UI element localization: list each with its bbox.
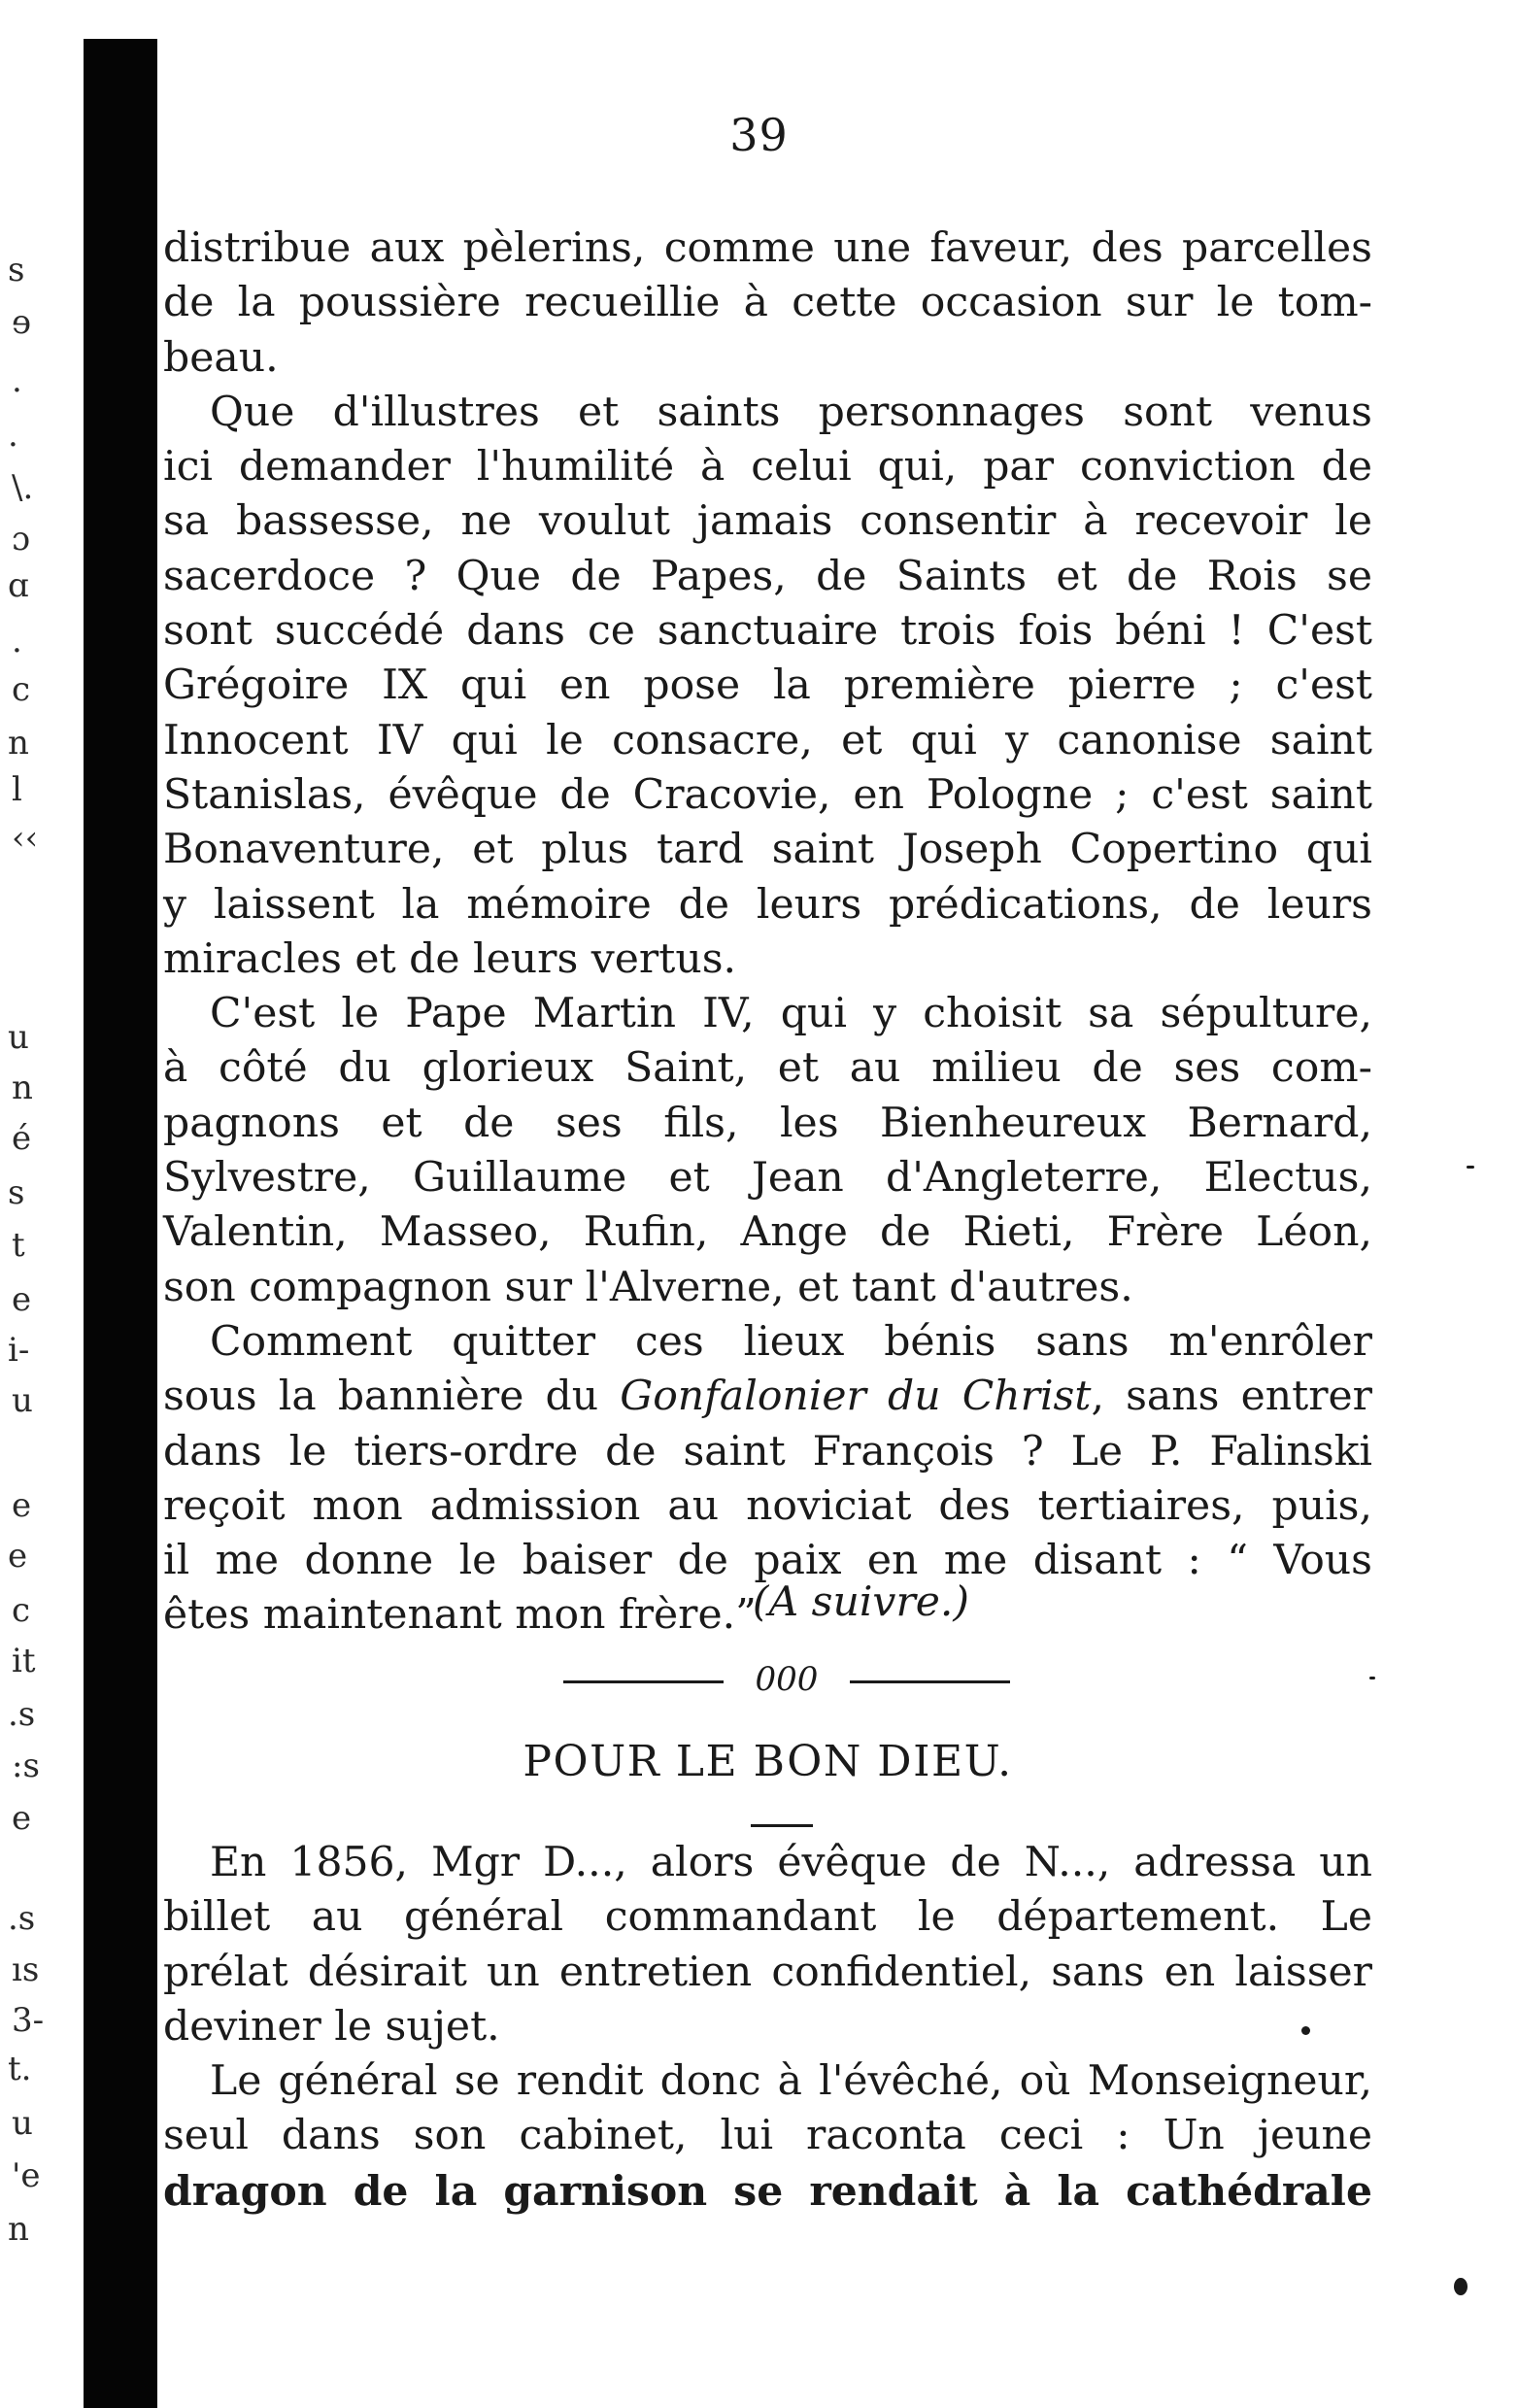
bleed-character: ıs — [12, 1950, 40, 1989]
bleed-character: t. — [8, 2050, 32, 2088]
bleed-character: n — [12, 1068, 33, 1107]
text-line: dragon de la garnison se rendait à la cathédrale — [163, 2166, 1372, 2216]
bleed-character: c — [12, 1591, 31, 1630]
bleed-character: ɑ — [8, 566, 29, 605]
bleed-character: . — [8, 416, 18, 455]
text-line: billet au général commandant le département. Le — [163, 1893, 1372, 1942]
bleed-character: :s — [12, 1747, 40, 1785]
text-line: sacerdoce ? Que de Papes, de Saints et de Rois se — [163, 552, 1372, 600]
bleed-character: e — [8, 1537, 28, 1576]
text-block-first — [163, 221, 1372, 1644]
text-line: seul dans son cabinet, lui raconta ceci : Un jeune — [163, 2112, 1372, 2160]
bleed-character: it — [12, 1642, 36, 1680]
italic-phrase: Gonfalonier du Christ — [620, 1373, 1092, 1421]
text-line: à côté du glorieux Saint, et au milieu de ses com- — [163, 1044, 1372, 1093]
binding-gutter — [84, 39, 157, 2408]
bleed-character: e — [12, 1799, 32, 1838]
text-line: ici demander l'humilité à celui qui, par conviction de — [163, 443, 1372, 492]
text-line: êtes maintenant mon frère.” — [163, 1591, 757, 1640]
ink-speck — [1454, 2278, 1467, 2295]
page-number: 39 — [729, 109, 789, 161]
bleed-character: s — [8, 1173, 25, 1212]
bleed-character: e — [12, 1486, 32, 1525]
text-line: Bonaventure, et plus tard saint Joseph Copertino qui — [163, 826, 1372, 874]
ink-speck — [1467, 1166, 1474, 1169]
bleed-character: e — [12, 1280, 32, 1319]
bleed-character: u — [12, 1381, 33, 1420]
text-line-with-italic: sous la bannière du Gonfalonier du Christ, sans entrer — [163, 1373, 1372, 1421]
bleed-character: n — [8, 2210, 29, 2249]
text-line: beau. — [163, 333, 279, 382]
section-title: POUR LE BON DIEU. — [523, 1737, 1013, 1786]
text-line: deviner le sujet. — [163, 2002, 500, 2051]
bleed-character: s — [8, 251, 25, 289]
text-line: Stanislas, évêque de Cracovie, en Pologne ; c'est saint — [163, 770, 1372, 819]
bleed-character: \. — [12, 468, 34, 507]
bleed-character: . — [12, 361, 22, 400]
ink-speck — [1301, 2026, 1310, 2035]
text-line: Grégoire IX qui en pose la première pierre ; c'est — [163, 661, 1372, 710]
bleed-character: é — [12, 1119, 32, 1158]
text-block-second — [163, 1836, 1372, 2219]
facing-page-bleed — [0, 0, 78, 2408]
bleed-character: 3- — [12, 2001, 45, 2040]
bleed-character: t — [12, 1226, 25, 1265]
text-line: Le général se rendit donc à l'évêché, où Monseigneur, — [210, 2057, 1372, 2106]
text-line: Comment quitter ces lieux bénis sans m'enrôler — [210, 1317, 1372, 1366]
text-line: y laissent la mémoire de leurs prédications, de leurs — [163, 880, 1372, 929]
bleed-character: .s — [8, 1899, 36, 1938]
text-line: sa bassesse, ne voulut jamais consentir à recevoir le — [163, 497, 1372, 546]
text-line: de la poussière recueillie à cette occasion sur le tom- — [163, 279, 1372, 327]
bleed-character: 'e — [12, 2156, 41, 2195]
bleed-character: ɔ — [12, 520, 31, 559]
section-divider — [563, 1655, 1010, 1704]
bleed-character: i- — [8, 1331, 30, 1370]
bleed-character: ɘ — [12, 303, 32, 342]
text-line: dans le tiers-ordre de saint François ? Le P. Falinski — [163, 1427, 1372, 1475]
bleed-character: .s — [8, 1695, 36, 1734]
bleed-character: ‹‹ — [12, 819, 39, 858]
bleed-character: l — [12, 770, 22, 809]
text-line: En 1856, Mgr D..., alors évêque de N..., adressa un — [210, 1839, 1372, 1886]
to-be-continued: (A suivre.) — [752, 1578, 969, 1626]
bleed-character: . — [12, 622, 22, 661]
text-line: sont succédé dans ce sanctuaire trois fois béni ! C'est — [163, 607, 1372, 656]
bleed-character: n — [8, 724, 29, 763]
text-line: C'est le Pape Martin IV, qui y choisit sa sépulture, — [210, 990, 1372, 1038]
bleed-character: u — [8, 1018, 29, 1057]
title-underline-rule — [751, 1824, 813, 1827]
text-line: distribue aux pèlerins, comme une faveur, des parcelles — [163, 224, 1372, 272]
text-line: Que d'illustres et saints personnages sont venus — [210, 388, 1372, 436]
bleed-character: u — [12, 2104, 33, 2143]
divider-label: 000 — [755, 1660, 819, 1699]
text-line: miracles et de leurs vertus. — [163, 934, 737, 983]
bleed-character: c — [12, 670, 31, 709]
text-line: Innocent IV qui le consacre, et qui y canonise saint — [163, 716, 1372, 764]
text-line: Valentin, Masseo, Rufin, Ange de Rieti, Frère Léon, — [163, 1208, 1372, 1257]
ink-speck — [1369, 1677, 1375, 1679]
text-line: prélat désirait un entretien confidentiel, sans en laisser — [163, 1948, 1372, 1996]
text-line: reçoit mon admission au noviciat des tertiaires, puis, — [163, 1481, 1372, 1530]
text-line: il me donne le baiser de paix en me disant : “ Vous — [163, 1537, 1372, 1585]
text-line: Sylvestre, Guillaume et Jean d'Angleterre, Electus, — [163, 1154, 1372, 1203]
text-line: pagnons et de ses fils, les Bienheureux Bernard, — [163, 1099, 1372, 1147]
text-line: son compagnon sur l'Alverne, et tant d'autres. — [163, 1263, 1133, 1311]
divider-rule-right — [850, 1680, 1010, 1683]
